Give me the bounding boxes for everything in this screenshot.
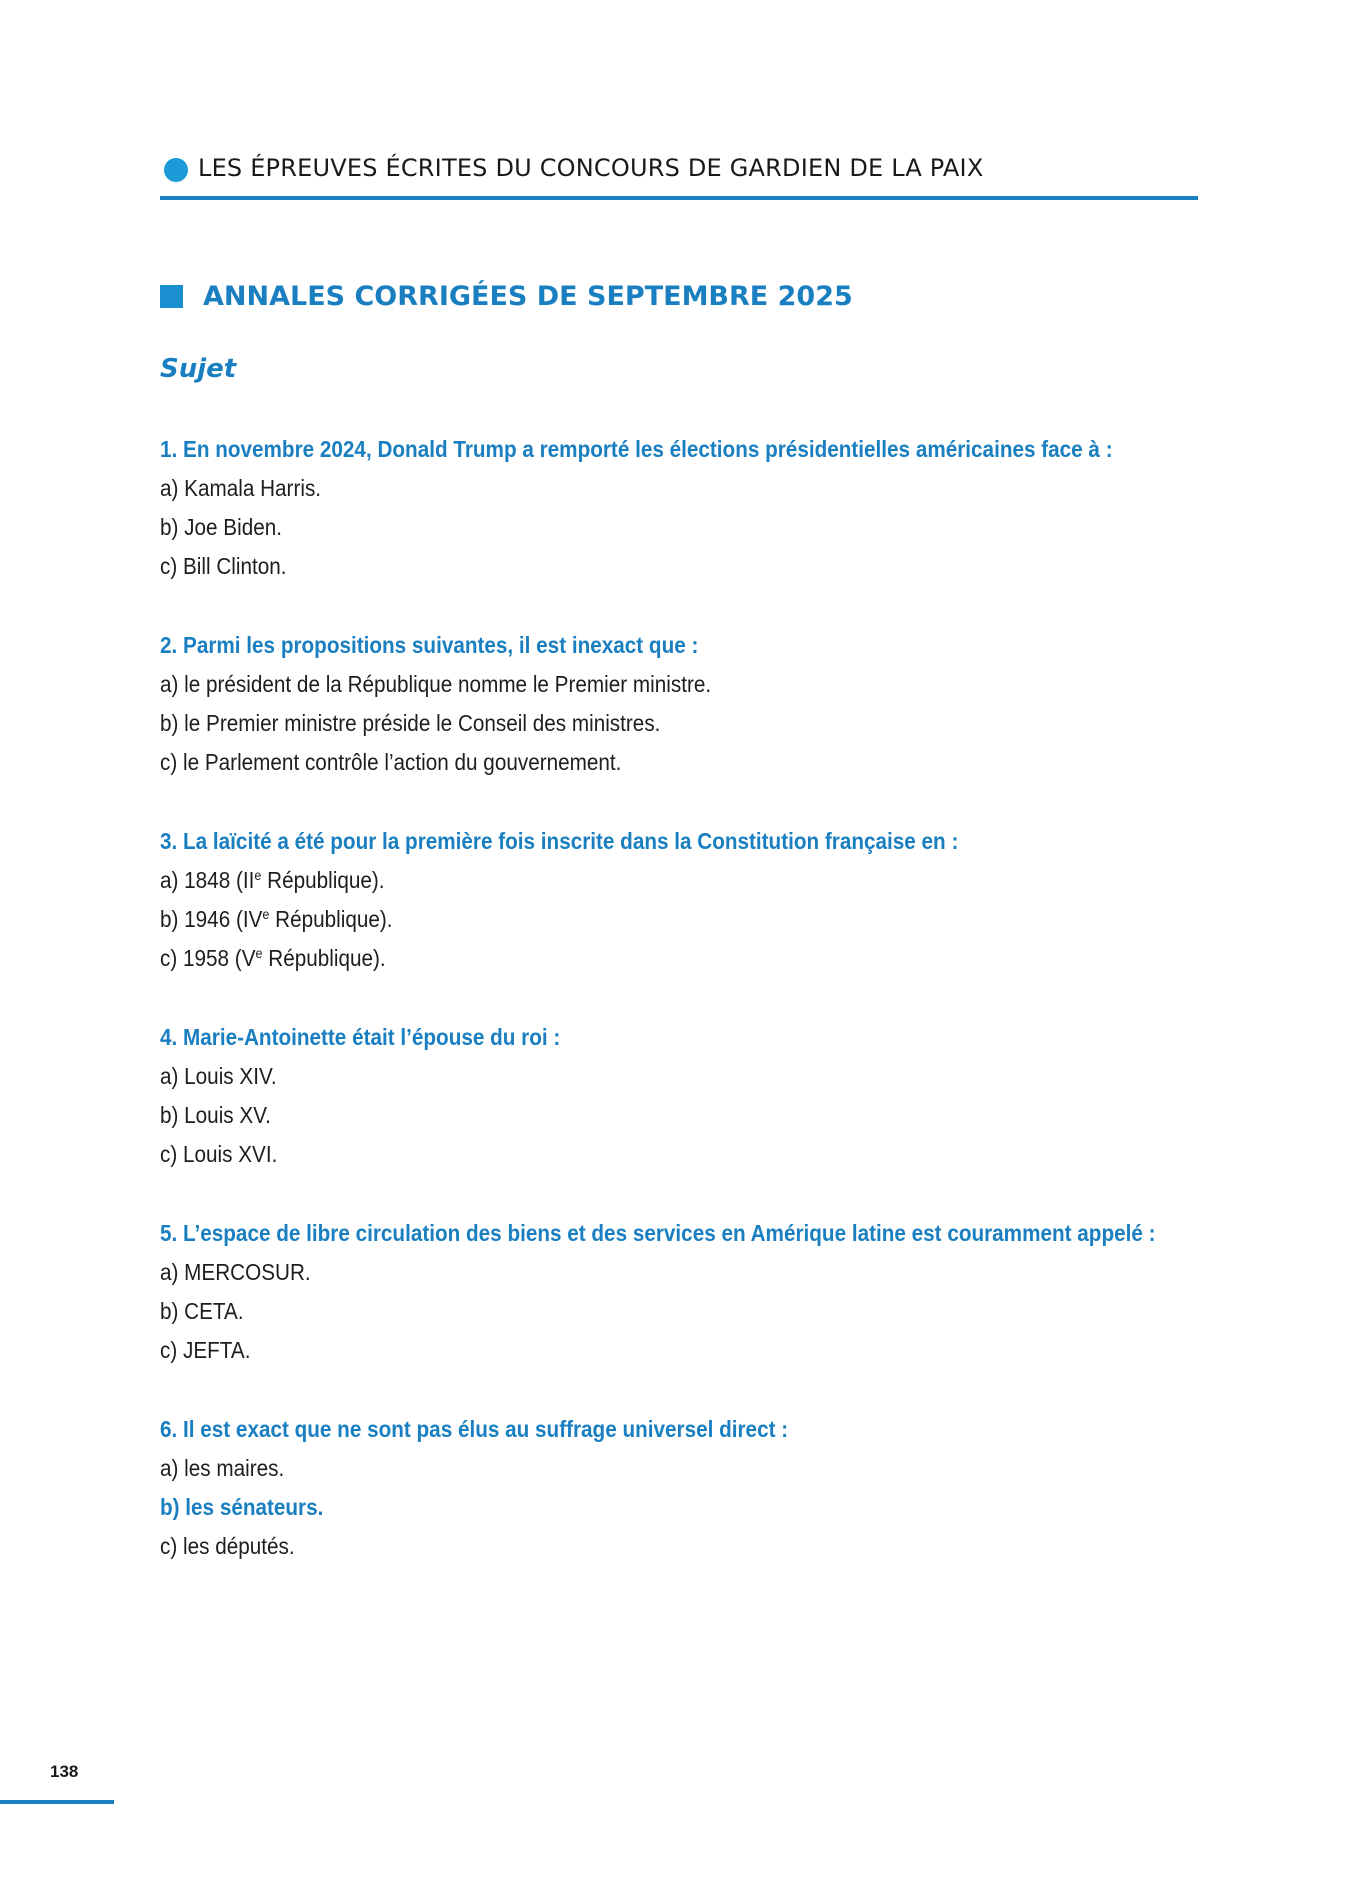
answer-option: a) MERCOSUR. — [160, 1259, 311, 1285]
question-4 — [160, 1018, 1210, 1174]
option-text: République). — [261, 867, 385, 893]
answer-option: c) le Parlement contrôle l’action du gouvernement. — [160, 749, 622, 775]
footer-rule — [0, 1800, 114, 1804]
question-title: 3. La laïcité a été pour la première fois inscrite dans la Constitution française en : — [160, 828, 959, 854]
bullet-dot-icon — [164, 158, 188, 182]
question-3 — [160, 822, 1210, 978]
answer-option — [160, 939, 1105, 978]
ordinal-superscript: e — [262, 906, 270, 922]
running-header-title: LES ÉPREUVES ÉCRITES DU CONCOURS DE GARDIEN DE LA PAIX — [198, 154, 984, 182]
question-title: 4. Marie-Antoinette était l’épouse du roi : — [160, 1024, 561, 1050]
answer-option: b) CETA. — [160, 1298, 244, 1324]
option-text: c) 1958 (V — [160, 945, 256, 971]
answer-option — [160, 900, 1105, 939]
answer-option: a) les maires. — [160, 1455, 285, 1481]
ordinal-superscript: e — [255, 945, 263, 961]
question-1 — [160, 430, 1210, 586]
question-title: 2. Parmi les propositions suivantes, il est inexact que : — [160, 632, 699, 658]
answer-option — [160, 861, 1105, 900]
question-title: 1. En novembre 2024, Donald Trump a remporté les élections présidentielles américaines face à : — [160, 436, 1113, 462]
option-text: b) 1946 (IV — [160, 906, 263, 932]
answer-option: b) Louis XV. — [160, 1102, 271, 1128]
answer-option: c) JEFTA. — [160, 1337, 251, 1363]
question-title: 5. L’espace de libre circulation des biens et des services en Amérique latine est couramment appelé : — [160, 1220, 1156, 1246]
running-header — [160, 150, 1198, 200]
question-6 — [160, 1410, 1210, 1566]
answer-option: c) les députés. — [160, 1533, 295, 1559]
option-text: République). — [269, 906, 393, 932]
option-text: République). — [262, 945, 386, 971]
answer-option-correct: b) les sénateurs. — [160, 1494, 324, 1520]
question-2 — [160, 626, 1210, 782]
page-number: 138 — [50, 1762, 79, 1781]
answer-option: a) le président de la République nomme le Premier ministre. — [160, 671, 712, 697]
question-list — [160, 430, 1210, 1606]
ordinal-superscript: e — [254, 867, 262, 883]
square-bullet-icon — [160, 285, 183, 308]
answer-option: c) Louis XVI. — [160, 1141, 278, 1167]
subject-label: Sujet — [160, 354, 237, 384]
section-heading — [160, 276, 853, 316]
answer-option: a) Kamala Harris. — [160, 475, 322, 501]
section-heading-title: ANNALES CORRIGÉES DE SEPTEMBRE 2025 — [203, 280, 853, 312]
question-5 — [160, 1214, 1210, 1370]
question-title: 6. Il est exact que ne sont pas élus au suffrage universel direct : — [160, 1416, 789, 1442]
option-text: a) 1848 (II — [160, 867, 255, 893]
answer-option: a) Louis XIV. — [160, 1063, 277, 1089]
answer-option: c) Bill Clinton. — [160, 553, 287, 579]
answer-option: b) le Premier ministre préside le Conseil des ministres. — [160, 710, 661, 736]
answer-option: b) Joe Biden. — [160, 514, 282, 540]
